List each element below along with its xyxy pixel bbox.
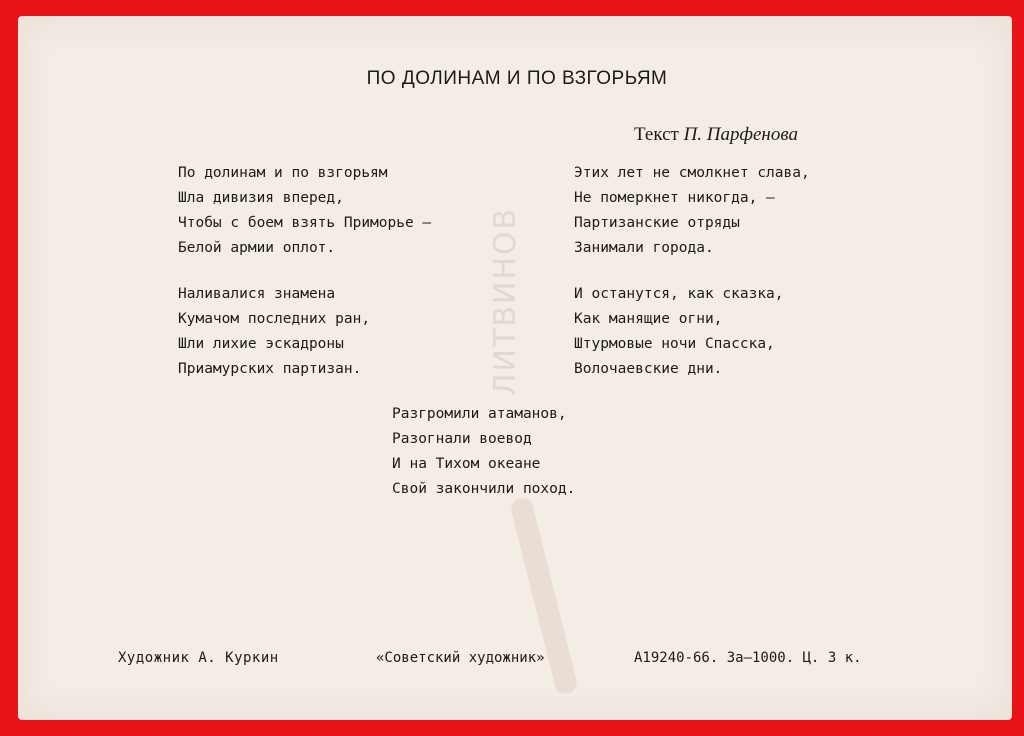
verse-line: Разгромили атаманов, [392, 406, 567, 422]
verse-line: Белой армии оплот. [178, 240, 336, 256]
verse-line: Занимали города. [574, 240, 714, 256]
verse-line: Разогнали воевод [392, 431, 532, 447]
watermark-text: ЛИТВИНОВ [488, 206, 523, 396]
postcard-back [18, 16, 1012, 720]
author-credit [634, 124, 798, 146]
stanza-4 [574, 282, 784, 382]
print-info: А19240-66. За—1000. Ц. 3 к. [634, 650, 862, 666]
verse-line: Кумачом последних ран, [178, 311, 371, 327]
verse-line: Как манящие огни, [574, 311, 723, 327]
verse-line: По долинам и по взгорьям [178, 165, 388, 181]
author-prefix: Текст [634, 124, 679, 145]
verse-line: Свой закончили поход. [392, 481, 576, 497]
verse-line: Партизанские отряды [574, 215, 740, 231]
stanza-5 [392, 402, 575, 502]
verse-line: Этих лет не смолкнет слава, [574, 165, 810, 181]
verse-line: Чтобы с боем взять Приморье — [178, 215, 432, 231]
verse-line: Штурмовые ночи Спасска, [574, 336, 775, 352]
verse-line: Шли лихие эскадроны [178, 336, 344, 352]
stanza-2 [178, 282, 370, 382]
verse-line: Наливалися знамена [178, 286, 336, 302]
stanza-3 [574, 161, 810, 261]
stanza-1 [178, 161, 431, 261]
song-title: ПО ДОЛИНАМ И ПО ВЗГОРЬЯМ [366, 68, 668, 89]
verse-line: Приамурских партизан. [178, 361, 362, 377]
author-name: П. Парфенова [683, 124, 798, 145]
verse-line: Волочаевские дни. [574, 361, 723, 377]
artist-credit: Художник А. Куркин [118, 650, 279, 666]
publisher-name: «Советский художник» [376, 650, 545, 666]
verse-line: И на Тихом океане [392, 456, 541, 472]
verse-line: Не померкнет никогда, — [574, 190, 775, 206]
verse-line: И останутся, как сказка, [574, 286, 784, 302]
verse-line: Шла дивизия вперед, [178, 190, 344, 206]
